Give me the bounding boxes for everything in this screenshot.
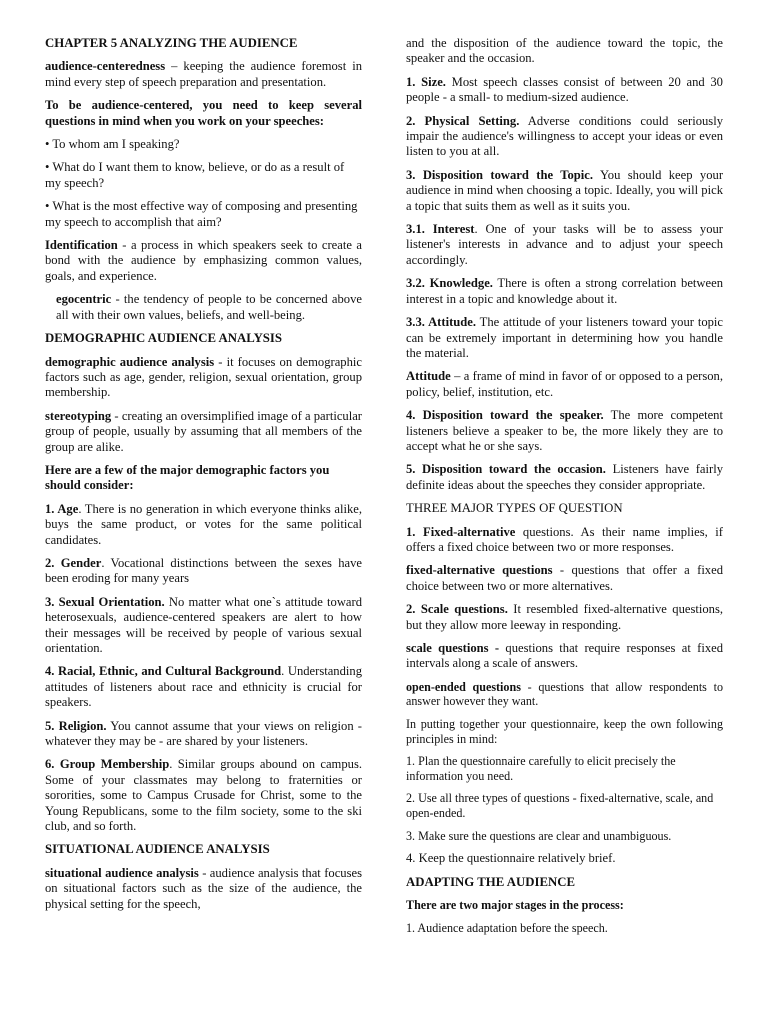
type-fixed-alternative: 1. Fixed-alternative questions. As their name implies, if offers a fixed choice between two or more responses. <box>406 524 723 554</box>
definition-scale: scale questions - questions that require responses at fixed intervals along a scale of answers. <box>406 641 723 671</box>
factor-racial-background: 4. Racial, Ethnic, and Cultural Background. Understanding attitudes of listeners about race and ethnicity is crucial for speakers. <box>45 664 362 710</box>
definition-identification: Identification - a process in which speakers seek to create a bond with the audience by emphasizing common values, goals, and experience. <box>45 238 362 283</box>
factor-knowledge: 3.2. Knowledge. There is often a strong correlation between interest in a topic and knowledge about it. <box>406 276 723 306</box>
section-heading-demographic: DEMOGRAPHIC AUDIENCE ANALYSIS <box>45 331 283 346</box>
factor-sexual-orientation: 3. Sexual Orientation. No matter what one`s attitude toward heterosexuals, audience-centered speakers are alert to how their messages will be received by people of various sexual orientation. <box>45 594 362 655</box>
definition-audience-centeredness: audience-centeredness – keeping the audience foremost in mind every step of speech preparation and presentation. <box>45 59 362 89</box>
factor-disposition-topic: 3. Disposition toward the Topic. You should keep your audience in mind when choosing a topic. Ideally, you will pick a topic that suits them as well as it suits you. <box>406 167 724 213</box>
factor-interest: 3.1. Interest. One of your tasks will be to assess your listener's interests in advance and to adjust your speech accordingly. <box>406 222 723 267</box>
factor-disposition-occasion: 5. Disposition toward the occasion. Listeners have fairly definite ideas about the speeches they consider appropriate. <box>406 462 724 492</box>
chapter-title: CHAPTER 5 ANALYZING THE AUDIENCE <box>45 36 298 50</box>
definition-situational-analysis: situational audience analysis - audience analysis that focuses on situational factors such as the size of the audience, the physical setting for the speech, <box>45 865 362 911</box>
section-heading-question-types: THREE MAJOR TYPES OF QUESTION <box>406 501 623 516</box>
stages-intro: There are two major stages in the process: <box>406 897 624 912</box>
right-column <box>406 36 723 943</box>
factor-gender: 2. Gender. Vocational distinctions between the sexes have been eroding for many years <box>45 555 363 586</box>
definition-fixed-alternative: fixed-alternative questions - questions that offer a fixed choice between two or more alternatives. <box>406 563 723 593</box>
section-heading-situational: SITUATIONAL AUDIENCE ANALYSIS <box>45 842 270 857</box>
factor-disposition-speaker: 4. Disposition toward the speaker. The more competent listeners believe a speaker to be, the more likely they are to accept what he or she says. <box>406 408 723 453</box>
question-item: • To whom am I speaking? <box>45 137 180 152</box>
left-column <box>45 36 362 920</box>
factor-religion: 5. Religion. You cannot assume that your views on religion - whatever they may be - are shared by your listeners. <box>45 718 362 749</box>
factors-intro: Here are a few of the major demographic factors you should consider: <box>45 462 330 493</box>
question-item: • What is the most effective way of composing and presenting my speech to accomplish that aim? <box>45 199 358 229</box>
questions-intro: To be audience-centered, you need to keep several questions in mind when you work on your speeches: <box>45 98 362 128</box>
factor-size: 1. Size. Most speech classes consist of between 20 and 30 people - a small- to medium-sized audience. <box>406 74 723 105</box>
factor-group-membership: 6. Group Membership. Similar groups abound on campus. Some of your classmates may belong to fraternities or sororities, some to Campus Crusade for Christ, some to the Young Republicans, some to the film society, some to the ski club, and so forth. <box>45 757 362 834</box>
type-scale: 2. Scale questions. It resembled fixed-alternative questions, but they allow more leeway in responding. <box>406 602 724 632</box>
definition-attitude: Attitude – a frame of mind in favor of or opposed to a person, policy, belief, institution, etc. <box>406 369 723 399</box>
continuation-text: and the disposition of the audience toward the topic, the speaker and the occasion. <box>406 36 723 66</box>
principles-intro: In putting together your questionnaire, keep the own following principles in mind: <box>406 717 723 746</box>
definition-egocentric: egocentric - the tendency of people to be concerned above all with their own values, beliefs, and well-being. <box>56 292 362 322</box>
definition-open-ended: open-ended questions - questions that allow respondents to answer however they want. <box>406 679 723 709</box>
stage-item: 1. Audience adaptation before the speech. <box>406 920 608 935</box>
definition-stereotyping: stereotyping - creating an oversimplified image of a particular group of people, usually by assuming that all members of the group are alike. <box>45 408 362 454</box>
factor-physical-setting: 2. Physical Setting. Adverse conditions could seriously impair the audience's willingness to accept your ideas or even listen to you at all. <box>406 113 723 159</box>
principle-item: 4. Keep the questionnaire relatively brief. <box>406 851 616 866</box>
principle-item: 3. Make sure the questions are clear and unambiguous. <box>406 828 672 843</box>
definition-demographic-analysis: demographic audience analysis - it focuses on demographic factors such as age, gender, religion, sexual orientation, group membership. <box>45 354 362 400</box>
principle-item: 1. Plan the questionnaire carefully to elicit precisely the information you need. <box>406 754 676 783</box>
factor-attitude: 3.3. Attitude. The attitude of your listeners toward your topic can be extremely important in determining how you handle the material. <box>406 315 724 360</box>
section-heading-adapting: ADAPTING THE AUDIENCE <box>406 874 575 889</box>
factor-age: 1. Age. There is no generation in which everyone thinks alike, buys the same product, or votes for the same political candidates. <box>45 501 362 547</box>
question-item: • What do I want them to know, believe, or do as a result of my speech? <box>45 160 345 190</box>
principle-item: 2. Use all three types of questions - fixed-alternative, scale, and open-ended. <box>406 791 714 820</box>
